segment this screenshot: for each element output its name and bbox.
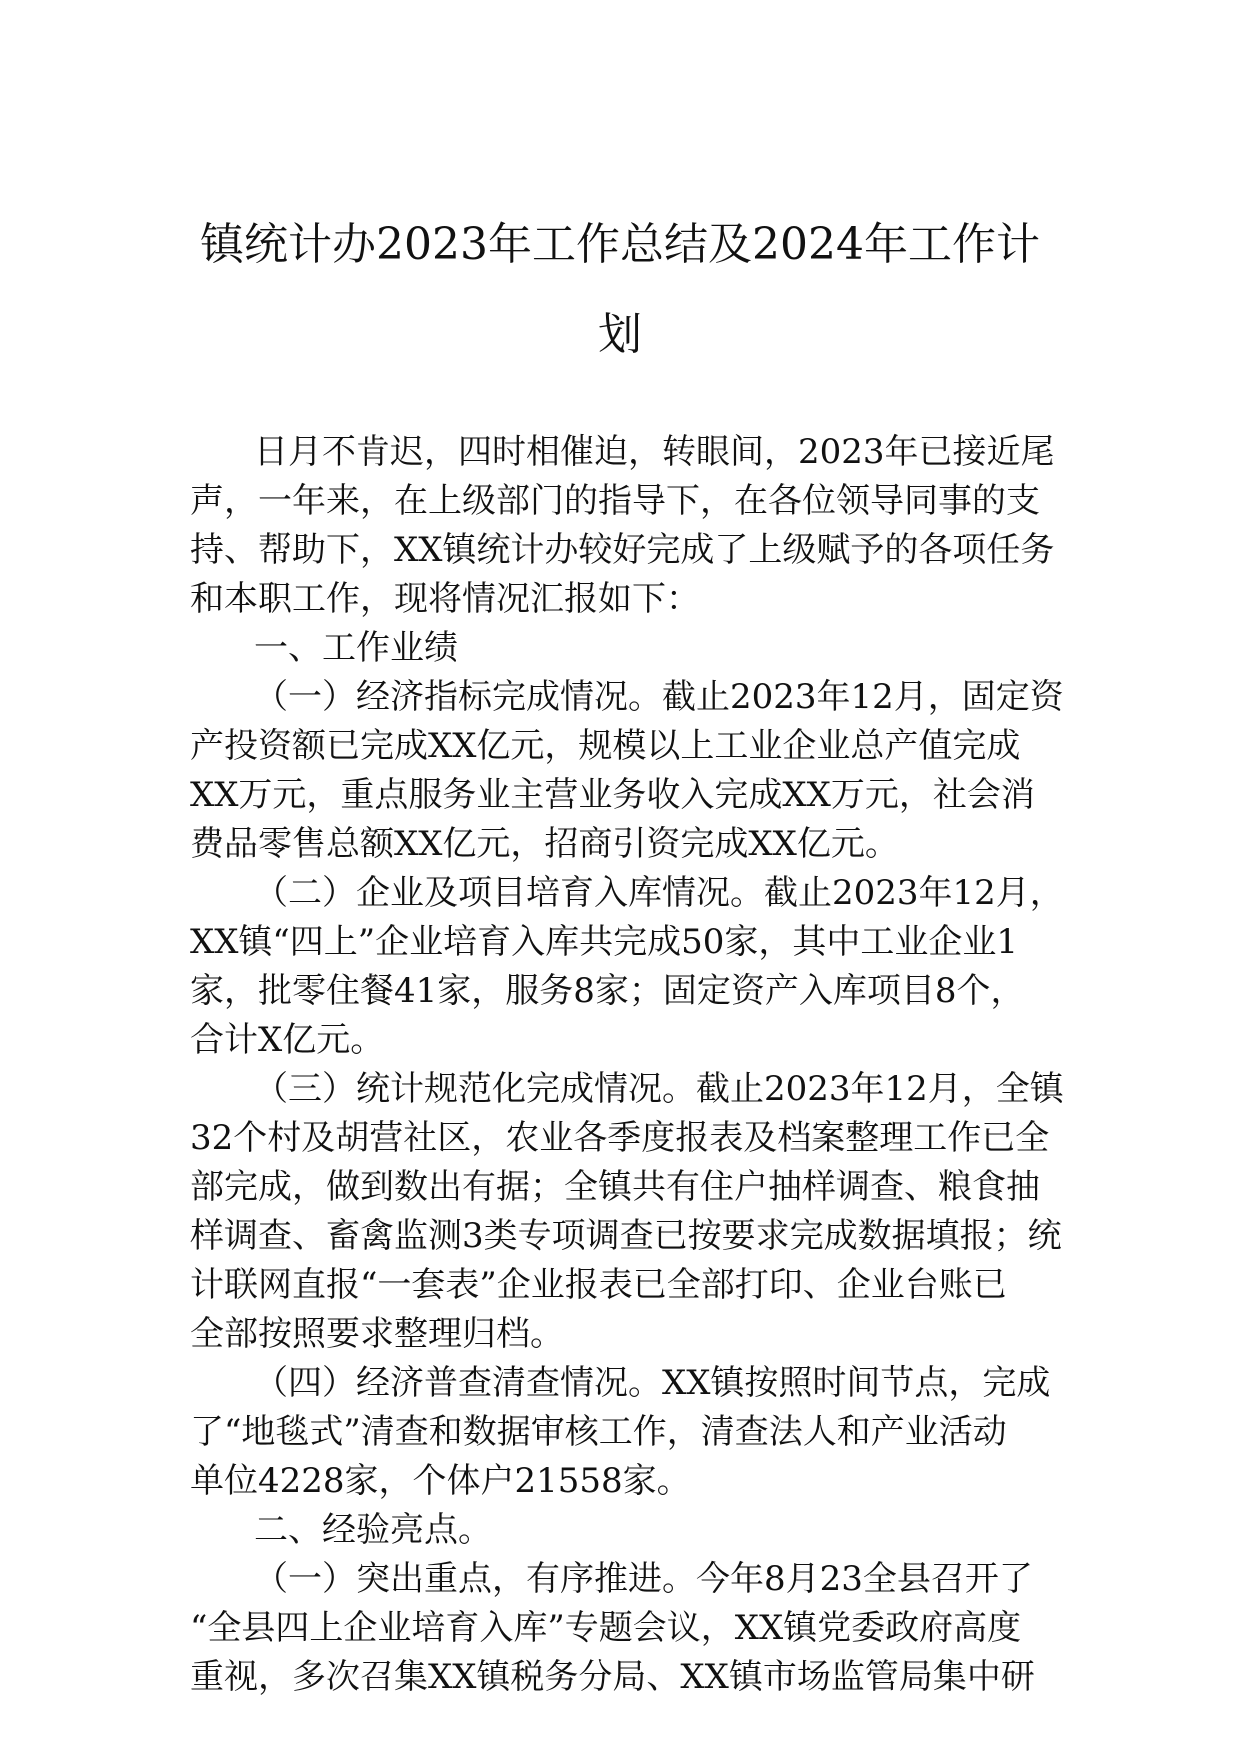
document-text-line: （一）突出重点，有序推进。今年8月23全县召开了	[254, 1559, 1033, 1599]
document-text-line: 费品零售总额XX亿元，招商引资完成XX亿元。	[190, 824, 899, 864]
document-text-line: 重视，多次召集XX镇税务分局、XX镇市场监管局集中研	[190, 1657, 1035, 1697]
document-text-line: 了“地毯式”清查和数据审核工作，清查法人和产业活动	[190, 1412, 1007, 1452]
document-text-line: （二）企业及项目培育入库情况。截止2023年12月，	[254, 873, 1064, 913]
document-text-line: 声，一年来，在上级部门的指导下，在各位领导同事的支	[190, 481, 1040, 521]
document-text-line: XX镇“四上”企业培育入库共完成50家，其中工业企业1	[190, 922, 1019, 962]
document-text-line: “全县四上企业培育入库”专题会议，XX镇党委政府高度	[190, 1608, 1022, 1648]
document-text-line: 样调查、畜禽监测3类专项调查已按要求完成数据填报；统	[190, 1216, 1062, 1256]
document-text-line: 全部按照要求整理归档。	[190, 1314, 564, 1354]
document-text-line: （一）经济指标完成情况。截止2023年12月，固定资	[254, 677, 1064, 717]
document-title-line-1: 镇统计办2023年工作总结及2024年工作计	[200, 219, 1040, 270]
document-text-line: 持、帮助下，XX镇统计办较好完成了上级赋予的各项任务	[190, 530, 1055, 570]
document-text-line: 产投资额已完成XX亿元，规模以上工业企业总产值完成	[190, 726, 1021, 766]
document-text-line: XX万元，重点服务业主营业务收入完成XX万元，社会消	[190, 775, 1035, 815]
document-text-line: 32个村及胡营社区，农业各季度报表及档案整理工作已全	[190, 1118, 1050, 1158]
document-text-line: 合计X亿元。	[190, 1020, 385, 1060]
document-text-line: 单位4228家，个体户21558家。	[190, 1461, 691, 1501]
document-text-line: 日月不肯迟，四时相催迫，转眼间，2023年已接近尾	[254, 432, 1055, 472]
document-text-line: 一、工作业绩	[254, 628, 458, 668]
document-body	[190, 428, 1070, 1702]
document-text-line: 和本职工作，现将情况汇报如下：	[190, 579, 700, 619]
document-text-line: （三）统计规范化完成情况。截止2023年12月，全镇	[254, 1069, 1064, 1109]
document-text-line: 计联网直报“一套表”企业报表已全部打印、企业台账已	[190, 1265, 1007, 1305]
document-text-line: （四）经济普查清查情况。XX镇按照时间节点，完成	[254, 1363, 1051, 1403]
document-text-line: 部完成，做到数出有据；全镇共有住户抽样调查、粮食抽	[190, 1167, 1040, 1207]
document-text-line: 家，批零住餐41家，服务8家；固定资产入库项目8个，	[190, 971, 1025, 1011]
document-title-line-2: 划	[598, 309, 642, 360]
document-text-line: 二、经验亮点。	[254, 1510, 492, 1550]
